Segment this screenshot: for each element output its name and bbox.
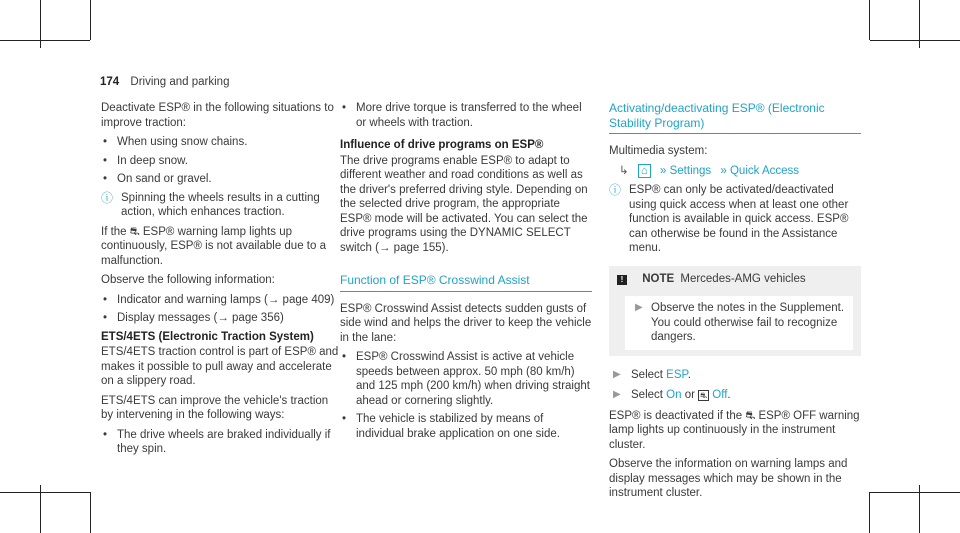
- path-arrow-icon: ↳: [619, 164, 629, 177]
- crop-mark: [90, 492, 91, 533]
- crop-mark: [869, 0, 870, 40]
- deactivated-paragraph: ESP® is deactivated if the ⛐ ESP® OFF warning lamp lights up continuously in the instrument cluster.: [609, 409, 860, 451]
- note-header: [617, 272, 853, 287]
- crop-mark: [0, 492, 90, 493]
- ets-paragraph-2: ETS/4ETS can improve the vehicle's traction by intervening in the following ways:: [101, 394, 329, 421]
- esp-menu-item[interactable]: ESP: [666, 368, 688, 381]
- influence-paragraph[interactable]: The drive programs enable ESP® to adapt to different weather and road conditions as well as the driver's preferred driving style. Depending on the selected drive program, the appropriate ESP® mode will be activated. You can select the drive programs using the DYNAMIC SELECT switch (→ page 155).: [340, 154, 588, 254]
- note-label: NOTE: [642, 272, 675, 285]
- list-item: • The drive wheels are braked individually if they spin.: [101, 428, 341, 457]
- info-text: Spinning the wheels results in a cutting action, which enhances traction.: [121, 191, 320, 218]
- page-header: [100, 75, 229, 90]
- esp-off-icon: ⛐: [700, 391, 708, 400]
- on-option[interactable]: On: [666, 389, 682, 401]
- note-body-text: Observe the notes in the Supplement. You could otherwise fail to recognize dangers.: [651, 302, 845, 343]
- warning-icon: !: [617, 275, 627, 285]
- note-box: [609, 266, 861, 356]
- section-title: Driving and parking: [130, 76, 230, 88]
- info-icon: ⓘ: [101, 190, 114, 205]
- esp-heading: Activating/deactivating ESP® (Electronic Stability Program): [609, 101, 861, 134]
- ets-paragraph-1: ETS/4ETS traction control is part of ESP® and makes it possible to pull away and accelerate on a slippery road.: [101, 346, 339, 387]
- info-note: [609, 183, 861, 256]
- list-item: • The vehicle is stabilized by means of individual brake application on one side.: [340, 412, 592, 441]
- step-arrow-icon: ▶: [613, 389, 621, 400]
- menu-path: [609, 164, 861, 179]
- step-arrow-icon: ▶: [635, 302, 643, 313]
- influence-heading: Influence of drive programs on ESP®: [340, 139, 544, 151]
- note-body: [625, 296, 853, 350]
- or-text: or: [684, 389, 695, 401]
- page-number: 174: [100, 76, 120, 88]
- crop-mark: [870, 40, 960, 41]
- multimedia-label: Multimedia system:: [609, 145, 708, 157]
- crop-mark: [870, 492, 960, 493]
- list-item-link[interactable]: • Display messages (→ page 356): [101, 311, 341, 326]
- list-item: • On sand or gravel.: [101, 172, 341, 187]
- list-item: • More drive torque is transferred to the wheel or wheels with traction.: [340, 101, 592, 130]
- step-text: Select: [631, 368, 663, 381]
- list-item: • ESP® Crosswind Assist is active at vehicle speeds between approx. 50 mph (80 km/h) and 125 mph (200 km/h) when driving straight ahead or cornering slightly.: [340, 350, 592, 408]
- intro-text: Deactivate ESP® in the following situations to improve traction:: [101, 102, 334, 129]
- info-icon: ⓘ: [609, 183, 622, 197]
- list-item-link[interactable]: • Indicator and warning lamps (→ page 409): [101, 293, 341, 308]
- crop-mark: [90, 0, 91, 40]
- list-item: • When using snow chains.: [101, 135, 341, 150]
- info-note: [101, 191, 341, 220]
- function-heading: Function of ESP® Crosswind Assist: [340, 273, 592, 292]
- home-icon[interactable]: ⌂: [638, 164, 651, 178]
- step-text: Select: [631, 389, 663, 401]
- observe-paragraph: Observe the information on warning lamps and display messages which may be shown in the instrument cluster.: [609, 458, 848, 499]
- info-text: ESP® can only be activated/deactivated using quick access when at least one other function is available in quick access. ESP® can otherwise be found in the Assistance menu.: [629, 184, 849, 254]
- observe-text: Observe the following information:: [101, 274, 275, 286]
- list-item: • In deep snow.: [101, 154, 341, 169]
- chevron-icon: »: [660, 164, 667, 177]
- warning-paragraph: If the ⛐ ESP® warning lamp lights up continuously, ESP® is not available due to a malfunction.: [101, 225, 326, 267]
- step-select-on-off: ▶ Select On or ⛐ Off.: [613, 389, 731, 401]
- chevron-icon: »: [720, 164, 727, 177]
- off-option[interactable]: Off: [712, 389, 728, 401]
- column-3: [609, 101, 861, 506]
- crop-mark: [869, 492, 870, 533]
- step-arrow-icon: ▶: [613, 368, 621, 380]
- ets-heading: ETS/4ETS (Electronic Traction System): [101, 330, 314, 343]
- crop-mark: [0, 40, 90, 41]
- menu-settings[interactable]: Settings: [669, 164, 712, 177]
- column-2: [340, 101, 592, 445]
- step-select-esp: ▶ Select ESP.: [613, 368, 691, 381]
- menu-quick-access[interactable]: Quick Access: [729, 164, 800, 177]
- column-1: [101, 101, 341, 461]
- note-title: Mercedes-AMG vehicles: [680, 272, 806, 285]
- function-paragraph: ESP® Crosswind Assist detects sudden gusts of side wind and helps the driver to keep the vehicle in the lane:: [340, 302, 592, 344]
